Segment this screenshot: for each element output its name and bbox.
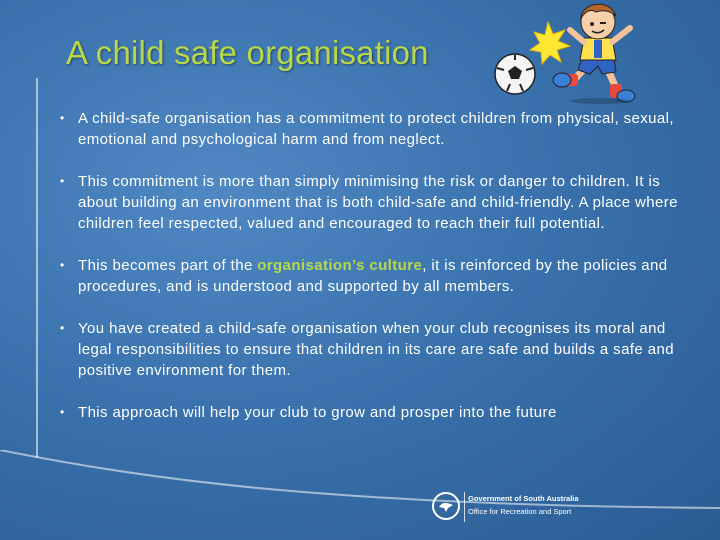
bullet-item (50, 402, 696, 423)
soccer-boy-illustration (490, 0, 720, 104)
bullet-dot: • (60, 321, 65, 335)
bullet-item (50, 318, 696, 381)
bullet-text-after: , it is reinforced by the policies and procedures, and is understood and supported by all members. (78, 257, 668, 295)
bullet-text: This commitment is more than simply minimising the risk or danger to children. It is about building an environment that is both child-safe and child-friendly. A place where children feel respected, valued and encouraged to reach their full potential. (78, 173, 678, 232)
bullet-item (50, 108, 696, 150)
bullet-dot: • (60, 258, 65, 272)
highlighted-phrase: organisation’s culture (257, 257, 423, 274)
bullet-list (50, 108, 696, 444)
frame-line (36, 78, 38, 458)
logo-divider (464, 492, 465, 522)
soccer-ball-icon (495, 54, 535, 94)
slide-title: A child safe organisation (66, 34, 429, 71)
piping-shrike-emblem-icon (432, 492, 460, 520)
bullet-text-before: This becomes part of the (78, 257, 258, 274)
bullet-dot: • (60, 405, 65, 419)
boy-figure (553, 4, 635, 104)
bullet-text: This approach will help your club to grow and prosper into the future (78, 404, 557, 421)
bottom-curve (0, 450, 720, 540)
bullet-text: A child-safe organisation has a commitment to protect children from physical, sexual, emotional and psychological harm and from neglect. (78, 110, 674, 148)
bullet-dot: • (60, 174, 65, 188)
impact-star-icon (530, 22, 570, 64)
government-logo (428, 488, 579, 526)
bullet-text: You have created a child-safe organisation when your club recognises its moral and legal responsibilities to ensure that children in its care are safe and builds a safe and positive environment for them. (78, 320, 674, 379)
bullet-item (50, 255, 696, 297)
logo-line-2: Office for Recreation and Sport (468, 507, 572, 516)
bullet-item (50, 171, 696, 234)
logo-line-1: Government of South Australia (468, 494, 579, 503)
bullet-dot: • (60, 111, 65, 125)
